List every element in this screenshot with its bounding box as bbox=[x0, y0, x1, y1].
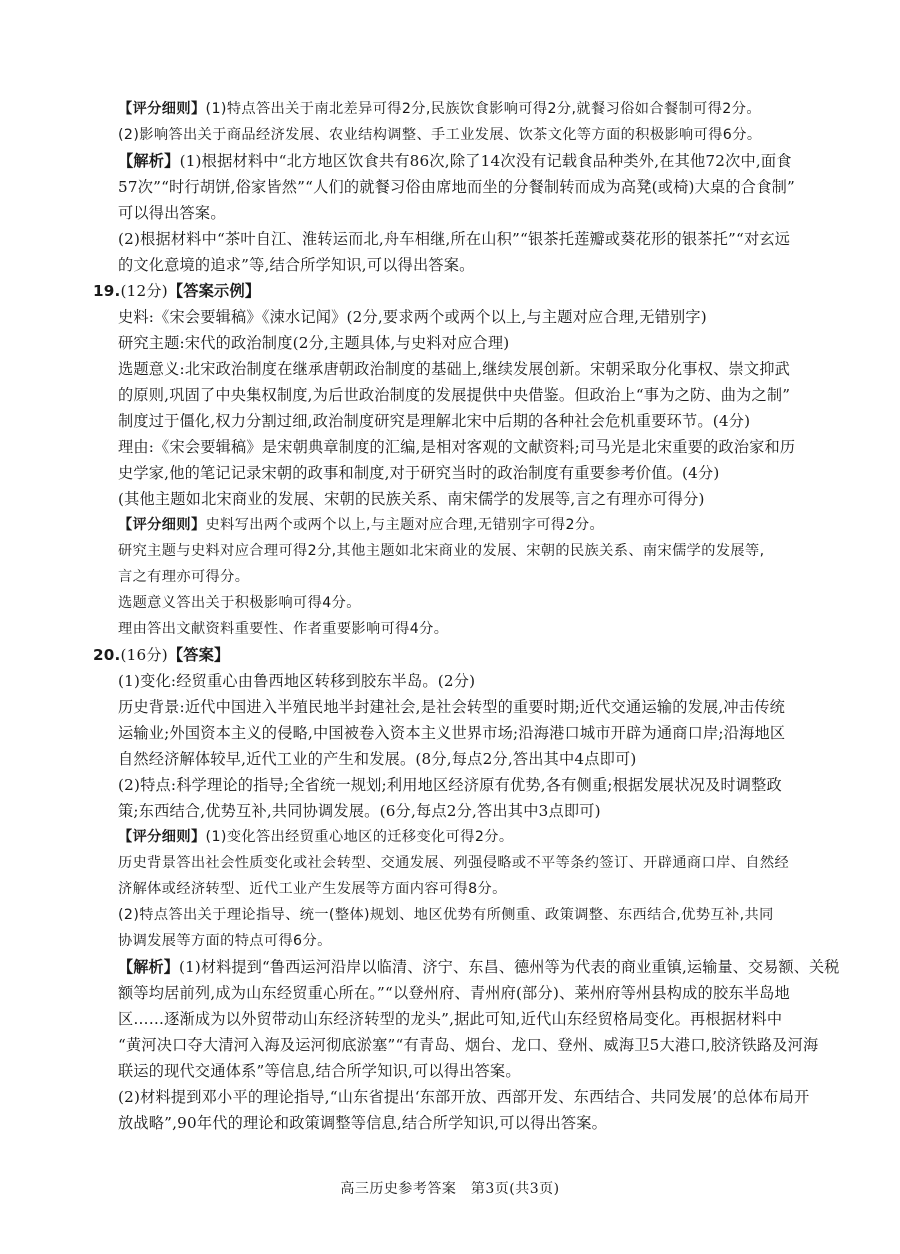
text-line: 运输业;外国资本主义的侵略,中国被卷入资本主义世界市场;沿海港口城市开辟为通商口岸;沿海地区 bbox=[118, 724, 786, 742]
question-heading: 19.(12分)【答案示例】 bbox=[93, 282, 261, 300]
text-line: 策;东西结合,优势互补,共同协调发展。(6分,每点2分,答出其中3点即可) bbox=[118, 802, 601, 820]
text-line: (2)特点:科学理论的指导;全省统一规划;利用地区经济原有优势,各有侧重;根据发展状况及时调整政 bbox=[118, 776, 782, 794]
text-line: (2)特点答出关于理论指导、统一(整体)规划、地区优势有所侧重、政策调整、东西结合,优势互补,共同 bbox=[118, 907, 774, 923]
text-line: 历史背景答出社会性质变化或社会转型、交通发展、列强侵略或不平等条约签订、开辟通商口岸、自然经 bbox=[118, 855, 790, 871]
text-line: “黄河决口夺大清河入海及运河彻底淤塞”“有青岛、烟台、龙口、登州、威海卫5大港口,胶济铁路及河海 bbox=[118, 1036, 819, 1054]
text-line: 选题意义答出关于积极影响可得4分。 bbox=[118, 595, 361, 611]
text-line: 放战略”,90年代的理论和政策调整等信息,结合所学知识,可以得出答案。 bbox=[118, 1114, 608, 1132]
text-line: 史学家,他的笔记记录宋朝的政事和制度,对于研究当时的政治制度有重要参考价值。(4分) bbox=[118, 464, 720, 482]
text-line: 57次”“时行胡饼,俗家皆然”“人们的就餐习俗由席地而坐的分餐制转而成为高凳(或椅)大桌的合食制” bbox=[118, 178, 795, 196]
text-line: (2)根据材料中“茶叶自江、淮转运而北,舟车相继,所在山积”“银茶托莲瓣或葵花形的银茶托”“对玄远 bbox=[118, 230, 791, 248]
text-line: (2)材料提到邓小平的理论指导,“山东省提出‘东部开放、西部开发、东西结合、共同发展’的总体布局开 bbox=[118, 1088, 810, 1106]
text-line: 区……逐渐成为以外贸带动山东经济转型的龙头”,据此可知,近代山东经贸格局变化。再根据材料中 bbox=[118, 1010, 783, 1028]
text-line: (1)变化:经贸重心由鲁西地区转移到胶东半岛。(2分) bbox=[118, 672, 476, 690]
text-line: 史料:《宋会要辑稿》《涑水记闻》(2分,要求两个或两个以上,与主题对应合理,无错别字) bbox=[118, 308, 707, 326]
text-line: 【评分细则】史料写出两个或两个以上,与主题对应合理,无错别字可得2分。 bbox=[118, 517, 605, 533]
text-line: 【解析】(1)根据材料中“北方地区饮食共有86次,除了14次没有记载食品种类外,在其他72次中,面食 bbox=[118, 152, 792, 170]
text-line: 言之有理亦可得分。 bbox=[118, 569, 250, 585]
text-line: 理由答出文献资料重要性、作者重要影响可得4分。 bbox=[118, 621, 449, 637]
text-line: 可以得出答案。 bbox=[118, 204, 226, 222]
text-line: 研究主题:宋代的政治制度(2分,主题具体,与史料对应合理) bbox=[118, 334, 510, 352]
text-line: 理由:《宋会要辑稿》是宋朝典章制度的汇编,是相对客观的文献资料;司马光是北宋重要的政治家和历 bbox=[118, 438, 796, 456]
text-line: 额等均居前列,成为山东经贸重心所在。”“以登州府、青州府(部分)、莱州府等州县构成的胶东半岛地 bbox=[118, 984, 790, 1002]
text-line: 济解体或经济转型、近代工业产生发展等方面内容可得8分。 bbox=[118, 881, 507, 897]
text-line: 的原则,巩固了中央集权制度,为后世政治制度的发展提供中央借鉴。但政治上“事为之防、曲为之制” bbox=[118, 386, 791, 404]
text-line: 【解析】(1)材料提到“鲁西运河沿岸以临清、济宁、东昌、德州等为代表的商业重镇,运输量、交易额、关税 bbox=[118, 958, 840, 976]
text-line: 联运的现代交通体系”等信息,结合所学知识,可以得出答案。 bbox=[118, 1062, 521, 1080]
text-line: (其他主题如北宋商业的发展、宋朝的民族关系、南宋儒学的发展等,言之有理亦可得分) bbox=[118, 490, 705, 508]
text-line: (2)影响答出关于商品经济发展、农业结构调整、手工业发展、饮茶文化等方面的积极影响可得6分。 bbox=[118, 127, 762, 143]
question-heading: 20.(16分)【答案】 bbox=[93, 646, 230, 664]
text-line: 协调发展等方面的特点可得6分。 bbox=[118, 933, 332, 949]
text-line: 【评分细则】(1)特点答出关于南北差异可得2分,民族饮食影响可得2分,就餐习俗如合餐制可得2分。 bbox=[118, 101, 761, 117]
text-line: 【评分细则】(1)变化答出经贸重心地区的迁移变化可得2分。 bbox=[118, 829, 514, 845]
text-line: 制度过于僵化,权力分割过细,政治制度研究是理解北宋中后期的各种社会危机重要环节。(4分) bbox=[118, 412, 751, 430]
page-footer: 高三历史参考答案 第3页(共3页) bbox=[340, 1181, 560, 1197]
text-line: 研究主题与史料对应合理可得2分,其他主题如北宋商业的发展、宋朝的民族关系、南宋儒学的发展等, bbox=[118, 543, 765, 559]
text-line: 自然经济解体较早,近代工业的产生和发展。(8分,每点2分,答出其中4点即可) bbox=[118, 750, 637, 768]
text-line: 的文化意境的追求”等,结合所学知识,可以得出答案。 bbox=[118, 256, 475, 274]
text-line: 选题意义:北宋政治制度在继承唐朝政治制度的基础上,继续发展创新。宋朝采取分化事权、崇文抑武 bbox=[118, 360, 791, 378]
text-line: 历史背景:近代中国进入半殖民地半封建社会,是社会转型的重要时期;近代交通运输的发展,冲击传统 bbox=[118, 698, 785, 716]
